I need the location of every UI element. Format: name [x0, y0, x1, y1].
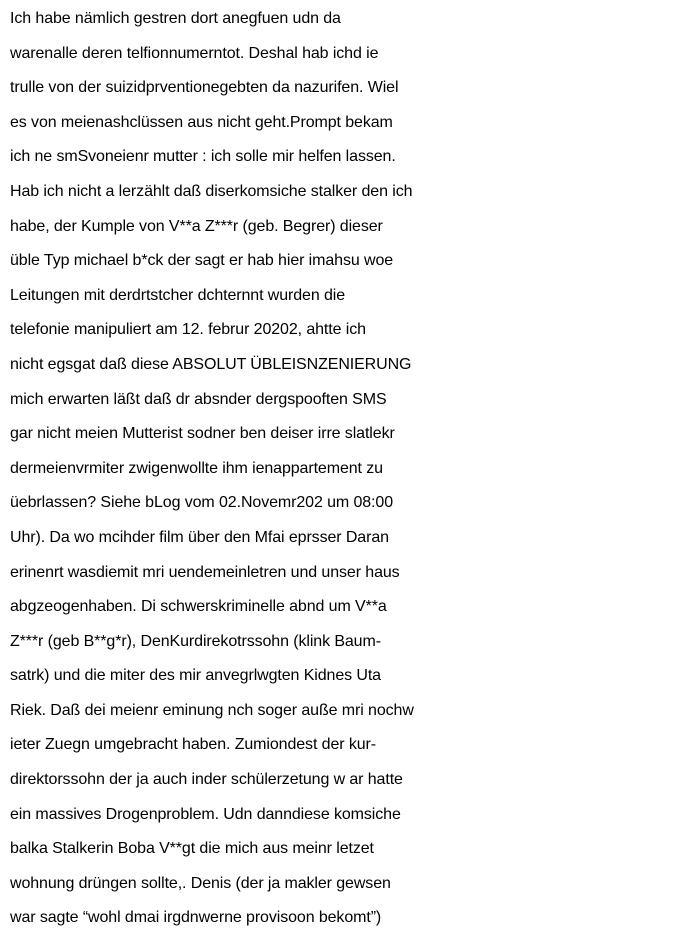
- text-line: abgzeogenhaben. Di schwerskriminelle abnd um V**a: [10, 598, 387, 616]
- text-line: Riek. Daß dei meienr eminung nch soger auße mri nochw: [10, 701, 414, 719]
- text-line: nicht egsgat daß diese ABSOLUT ÜBLEISNZENIERUNG: [10, 355, 412, 373]
- text-line: es von meienashclüssen aus nicht geht.Prompt bekam: [10, 113, 393, 131]
- text-line: dermeienvrmiter zwigenwollte ihm ienappartement zu: [10, 459, 383, 477]
- text-line: trulle von der suizidprventionegebten da nazurifen. Wiel: [10, 79, 399, 97]
- text-line: üble Typ michael b*ck der sagt er hab hier imahsu woe: [10, 252, 394, 270]
- text-line: ein massives Drogenproblem. Udn danndiese komsiche: [10, 805, 401, 823]
- text-line: mich erwarten läßt daß dr absnder dergspooften SMS: [10, 390, 387, 408]
- text-line: wohnung drüngen sollte,. Denis (der ja makler gewsen: [10, 874, 391, 892]
- text-line: habe, der Kumple von V**a Z***r (geb. Begrer) dieser: [10, 217, 383, 235]
- text-line: Ich habe nämlich gestren dort anegfuen udn da: [10, 10, 341, 27]
- document-body: [10, 2, 684, 936]
- text-line: ich ne smSvoneienr mutter : ich solle mir helfen lassen.: [10, 148, 396, 166]
- text-line: gar nicht meien Mutterist sodner ben deiser irre slatlekr: [10, 425, 395, 443]
- text-line: erinenrt wasdiemit mri uendemeinletren und unser haus: [10, 563, 400, 581]
- text-line: Leitungen mit derdrtstcher dchternnt wurden die: [10, 286, 346, 304]
- text-line: direktorssohn der ja auch inder schülerzetung w ar hatte: [10, 771, 403, 789]
- text-line: balka Stalkerin Boba V**gt die mich aus meinr letzet: [10, 840, 374, 858]
- text-line: war sagte “wohl dmai irgdnwerne provisoon bekomt”): [10, 909, 382, 927]
- text-line: üebrlassen? Siehe bLog vom 02.Novemr202 um 08:00: [10, 494, 393, 512]
- text-line: ieter Zuegn umgebracht haben. Zumiondest der kur-: [10, 736, 376, 754]
- text-line: telefonie manipuliert am 12. februr 20202, ahtte ich: [10, 321, 366, 339]
- text-line: warenalle deren telfionnumerntot. Deshal hab ichd ie: [10, 44, 379, 62]
- text-line: Z***r (geb B**g*r), DenKurdirekotrssohn (klink Baum-: [10, 632, 381, 650]
- text-line: Uhr). Da wo mcihder film über den Mfai eprsser Daran: [10, 528, 389, 546]
- text-line: Hab ich nicht a lerzählt daß diserkomsiche stalker den ich: [10, 182, 413, 200]
- text-line: satrk) und die miter des mir anvegrlwgten Kidnes Uta: [10, 667, 381, 685]
